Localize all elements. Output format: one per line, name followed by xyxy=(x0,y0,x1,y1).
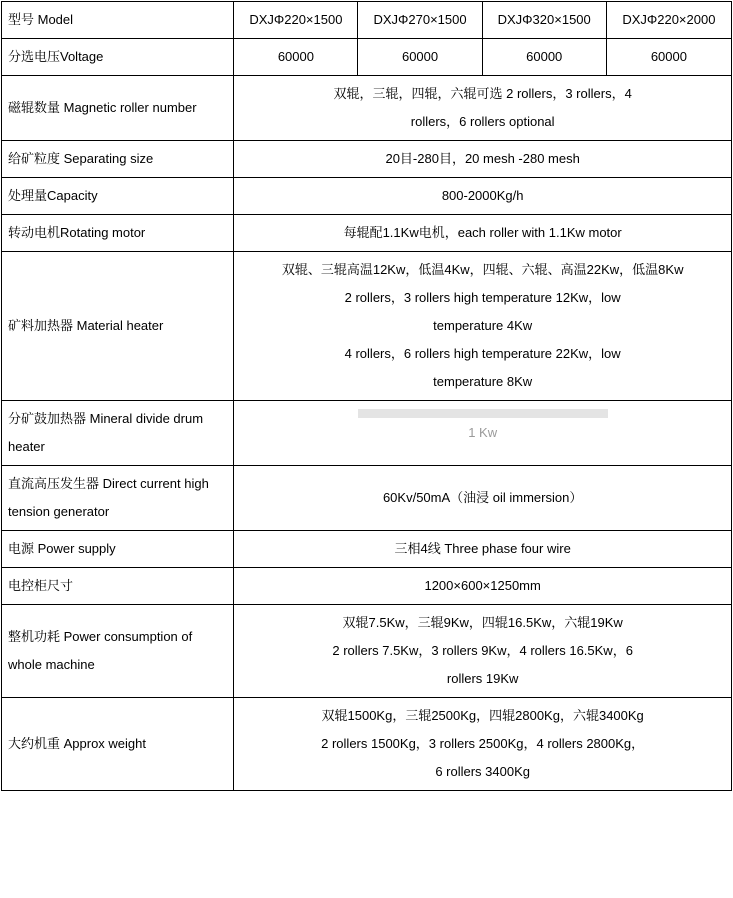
table-body xyxy=(2,2,732,791)
row-value xyxy=(234,76,732,141)
value-line: 2 rollers，3 rollers high temperature 12Kw，low xyxy=(344,290,621,305)
value-line: 每辊配1.1Kw电机，each roller with 1.1Kw motor xyxy=(343,225,622,240)
row-label: 处理量Capacity xyxy=(2,178,234,215)
row-value: 60000 xyxy=(358,39,482,76)
value-line: 2 rollers 1500Kg，3 rollers 2500Kg，4 rollers 2800Kg， xyxy=(321,736,645,751)
table-row xyxy=(2,698,732,791)
table-row xyxy=(2,76,732,141)
value-line: 6 rollers 3400Kg xyxy=(435,764,530,779)
header-model-3: DXJΦ320×1500 xyxy=(482,2,606,39)
row-value xyxy=(234,531,732,568)
value-line: 20目-280目，20 mesh -280 mesh xyxy=(385,151,580,166)
table-row xyxy=(2,531,732,568)
header-model-4: DXJΦ220×2000 xyxy=(606,2,731,39)
value-line: 4 rollers，6 rollers high temperature 22Kw，low xyxy=(344,346,621,361)
row-value: 60000 xyxy=(606,39,731,76)
table-row xyxy=(2,605,732,698)
value-line: 双辊，三辊，四辊，六辊可选 2 rollers，3 rollers，4 xyxy=(333,86,632,101)
table-row xyxy=(2,141,732,178)
row-label: 分选电压Voltage xyxy=(2,39,234,76)
row-value xyxy=(234,605,732,698)
table-row xyxy=(2,178,732,215)
row-label: 分矿鼓加热器 Mineral divide drum heater xyxy=(2,401,234,466)
row-label: 整机功耗 Power consumption of whole machine xyxy=(2,605,234,698)
row-value xyxy=(234,568,732,605)
value-line: 60Kv/50mA（油浸 oil immersion） xyxy=(382,490,583,505)
table-row xyxy=(2,39,732,76)
row-value: 60000 xyxy=(234,39,358,76)
row-label: 电源 Power supply xyxy=(2,531,234,568)
row-value xyxy=(234,252,732,401)
header-model-1: DXJΦ220×1500 xyxy=(234,2,358,39)
value-line: 双辊7.5Kw，三辊9Kw，四辊16.5Kw，六辊19Kw xyxy=(342,615,623,630)
specification-table xyxy=(1,1,732,791)
row-value xyxy=(234,698,732,791)
row-value xyxy=(234,401,732,466)
value-line: 双辊、三辊高温12Kw，低温4Kw，四辊、六辊、高温22Kw，低温8Kw xyxy=(281,262,684,277)
table-row xyxy=(2,401,732,466)
value-line: temperature 8Kw xyxy=(433,374,533,389)
value-line: rollers 19Kw xyxy=(446,671,519,686)
row-label: 磁辊数量 Magnetic roller number xyxy=(2,76,234,141)
row-value xyxy=(234,215,732,252)
table-row xyxy=(2,252,732,401)
value-line: 800-2000Kg/h xyxy=(441,188,524,203)
row-value xyxy=(234,466,732,531)
row-label: 电控柜尺寸 xyxy=(2,568,234,605)
value-line: 双辊1500Kg，三辊2500Kg，四辊2800Kg，六辊3400Kg xyxy=(321,708,644,723)
value-line: 2 rollers 7.5Kw，3 rollers 9Kw，4 rollers 16.5Kw，6 xyxy=(332,643,633,658)
table-header-row xyxy=(2,2,732,39)
row-label: 矿料加热器 Material heater xyxy=(2,252,234,401)
header-model-2: DXJΦ270×1500 xyxy=(358,2,482,39)
row-label: 给矿粒度 Separating size xyxy=(2,141,234,178)
row-value xyxy=(234,178,732,215)
value-line: rollers，6 rollers optional xyxy=(410,114,555,129)
row-label: 直流高压发生器 Direct current high tension generator xyxy=(2,466,234,531)
value-line: temperature 4Kw xyxy=(433,318,533,333)
table-row xyxy=(2,215,732,252)
header-label-model: 型号 Model xyxy=(2,2,234,39)
value-line: 三相4线 Three phase four wire xyxy=(394,541,571,556)
value-line: 1200×600×1250mm xyxy=(424,578,541,593)
row-value: 60000 xyxy=(482,39,606,76)
row-label: 转动电机Rotating motor xyxy=(2,215,234,252)
table-row xyxy=(2,568,732,605)
value-line: 1 Kw xyxy=(468,425,498,440)
row-label: 大约机重 Approx weight xyxy=(2,698,234,791)
row-value xyxy=(234,141,732,178)
table-row xyxy=(2,466,732,531)
